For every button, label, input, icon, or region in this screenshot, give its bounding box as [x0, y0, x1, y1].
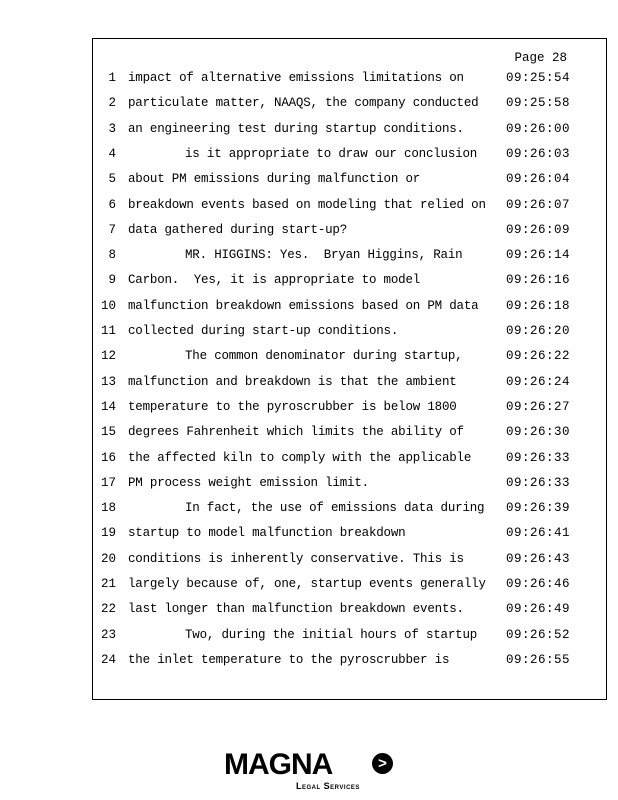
line-number: 5 — [108, 172, 116, 187]
line-text: the affected kiln to comply with the applicable — [128, 450, 472, 465]
line-number: 3 — [108, 121, 116, 136]
line-text: collected during start-up conditions. — [128, 324, 399, 338]
line-number: 15 — [100, 425, 116, 440]
line-number: 21 — [100, 577, 116, 591]
line-text: The common denominator during startup, — [185, 349, 463, 364]
transcript-line — [93, 223, 606, 243]
page-number: Page 28 — [514, 51, 567, 65]
line-text: breakdown events based on modeling that relied on — [128, 197, 486, 212]
line-number: 16 — [100, 450, 116, 465]
transcript-line — [93, 577, 606, 597]
line-number: 4 — [108, 146, 116, 161]
line-text: degrees Fahrenheit which limits the ability of — [128, 425, 464, 440]
transcript-line — [93, 653, 606, 673]
line-number: 22 — [100, 602, 116, 617]
transcript-line — [93, 273, 606, 293]
transcript-line — [93, 122, 606, 142]
transcript-line — [93, 324, 606, 344]
transcript-line — [93, 425, 606, 445]
transcript-line — [93, 476, 606, 496]
transcript-line — [93, 349, 606, 369]
timestamp: 09:26:39 — [506, 501, 571, 516]
transcript-line — [93, 451, 606, 471]
line-text: Carbon. Yes, it is appropriate to model — [128, 273, 421, 288]
timestamp: 09:26:22 — [506, 349, 571, 364]
line-number: 11 — [100, 324, 116, 338]
line-number: 10 — [100, 298, 116, 313]
transcript-line — [93, 602, 606, 622]
transcript-line — [93, 198, 606, 218]
line-text: MR. HIGGINS: Yes. Bryan Higgins, Rain — [185, 248, 463, 263]
timestamp: 09:26:16 — [506, 273, 571, 288]
timestamp: 09:26:43 — [506, 551, 571, 566]
timestamp: 09:26:30 — [506, 425, 571, 440]
line-number: 23 — [100, 627, 116, 642]
timestamp: 09:26:18 — [506, 298, 571, 313]
line-number: 14 — [100, 399, 116, 414]
line-number: 13 — [100, 374, 116, 389]
transcript-line — [93, 248, 606, 268]
timestamp: 09:26:03 — [506, 146, 571, 161]
timestamp: 09:26:33 — [506, 450, 571, 465]
line-number: 8 — [108, 248, 116, 263]
transcript-line — [93, 299, 606, 319]
timestamp: 09:26:49 — [506, 602, 571, 617]
line-number: 19 — [100, 526, 116, 541]
transcript-line — [93, 628, 606, 648]
timestamp: 09:26:20 — [506, 324, 571, 338]
timestamp: 09:26:52 — [506, 627, 571, 642]
timestamp: 09:26:27 — [506, 399, 571, 414]
transcript-line — [93, 501, 606, 521]
line-text: temperature to the pyroscrubber is below 1800 — [128, 399, 457, 414]
line-text: malfunction breakdown emissions based on PM data — [128, 298, 479, 313]
line-text: malfunction and breakdown is that the ambient — [128, 374, 457, 389]
timestamp: 09:26:46 — [506, 577, 571, 591]
timestamp: 09:26:55 — [506, 652, 571, 667]
line-text: conditions is inherently conservative. This is — [128, 551, 464, 566]
line-number: 17 — [100, 475, 116, 490]
line-text: Two, during the initial hours of startup — [185, 627, 478, 642]
transcript-page — [92, 38, 607, 700]
line-number: 20 — [100, 551, 116, 566]
timestamp: 09:26:04 — [506, 172, 571, 187]
transcript-line — [93, 400, 606, 420]
line-number: 12 — [100, 349, 116, 364]
line-number: 6 — [108, 197, 116, 212]
transcript-line — [93, 375, 606, 395]
line-number: 7 — [108, 222, 116, 237]
arrow-circle-icon: > — [372, 753, 393, 774]
line-text: data gathered during start-up? — [128, 222, 348, 237]
magna-logo — [224, 748, 399, 793]
transcript-line — [93, 71, 606, 91]
line-text: an engineering test during startup conditions. — [128, 121, 464, 136]
line-number: 9 — [108, 273, 116, 288]
timestamp: 09:26:33 — [506, 475, 571, 490]
line-text: last longer than malfunction breakdown events. — [128, 602, 464, 617]
line-text: particulate matter, NAAQS, the company conducted — [128, 96, 479, 111]
line-number: 18 — [100, 501, 116, 516]
timestamp: 09:26:00 — [506, 121, 571, 136]
line-text: impact of alternative emissions limitations on — [128, 71, 464, 85]
timestamp: 09:26:14 — [506, 248, 571, 263]
line-text: the inlet temperature to the pyroscrubber is — [128, 652, 450, 667]
timestamp: 09:25:58 — [506, 96, 571, 111]
transcript-line — [93, 526, 606, 546]
transcript-line — [93, 172, 606, 192]
line-number: 2 — [108, 96, 116, 111]
timestamp: 09:26:41 — [506, 526, 571, 541]
line-text: largely because of, one, startup events generally — [128, 577, 486, 591]
line-text: about PM emissions during malfunction or — [128, 172, 421, 187]
transcript-line — [93, 552, 606, 572]
timestamp: 09:25:54 — [506, 71, 571, 85]
line-text: is it appropriate to draw our conclusion — [185, 146, 478, 161]
logo-wordmark: MAGNA — [224, 748, 333, 781]
line-text: PM process weight emission limit. — [128, 475, 369, 490]
line-number: 1 — [108, 71, 116, 85]
transcript-line — [93, 147, 606, 167]
transcript-line — [93, 96, 606, 116]
line-text: In fact, the use of emissions data during — [185, 501, 485, 516]
timestamp: 09:26:07 — [506, 197, 571, 212]
line-text: startup to model malfunction breakdown — [128, 526, 406, 541]
logo-subtitle: Legal Services — [296, 781, 360, 791]
timestamp: 09:26:09 — [506, 222, 571, 237]
line-number: 24 — [100, 652, 116, 667]
timestamp: 09:26:24 — [506, 374, 571, 389]
